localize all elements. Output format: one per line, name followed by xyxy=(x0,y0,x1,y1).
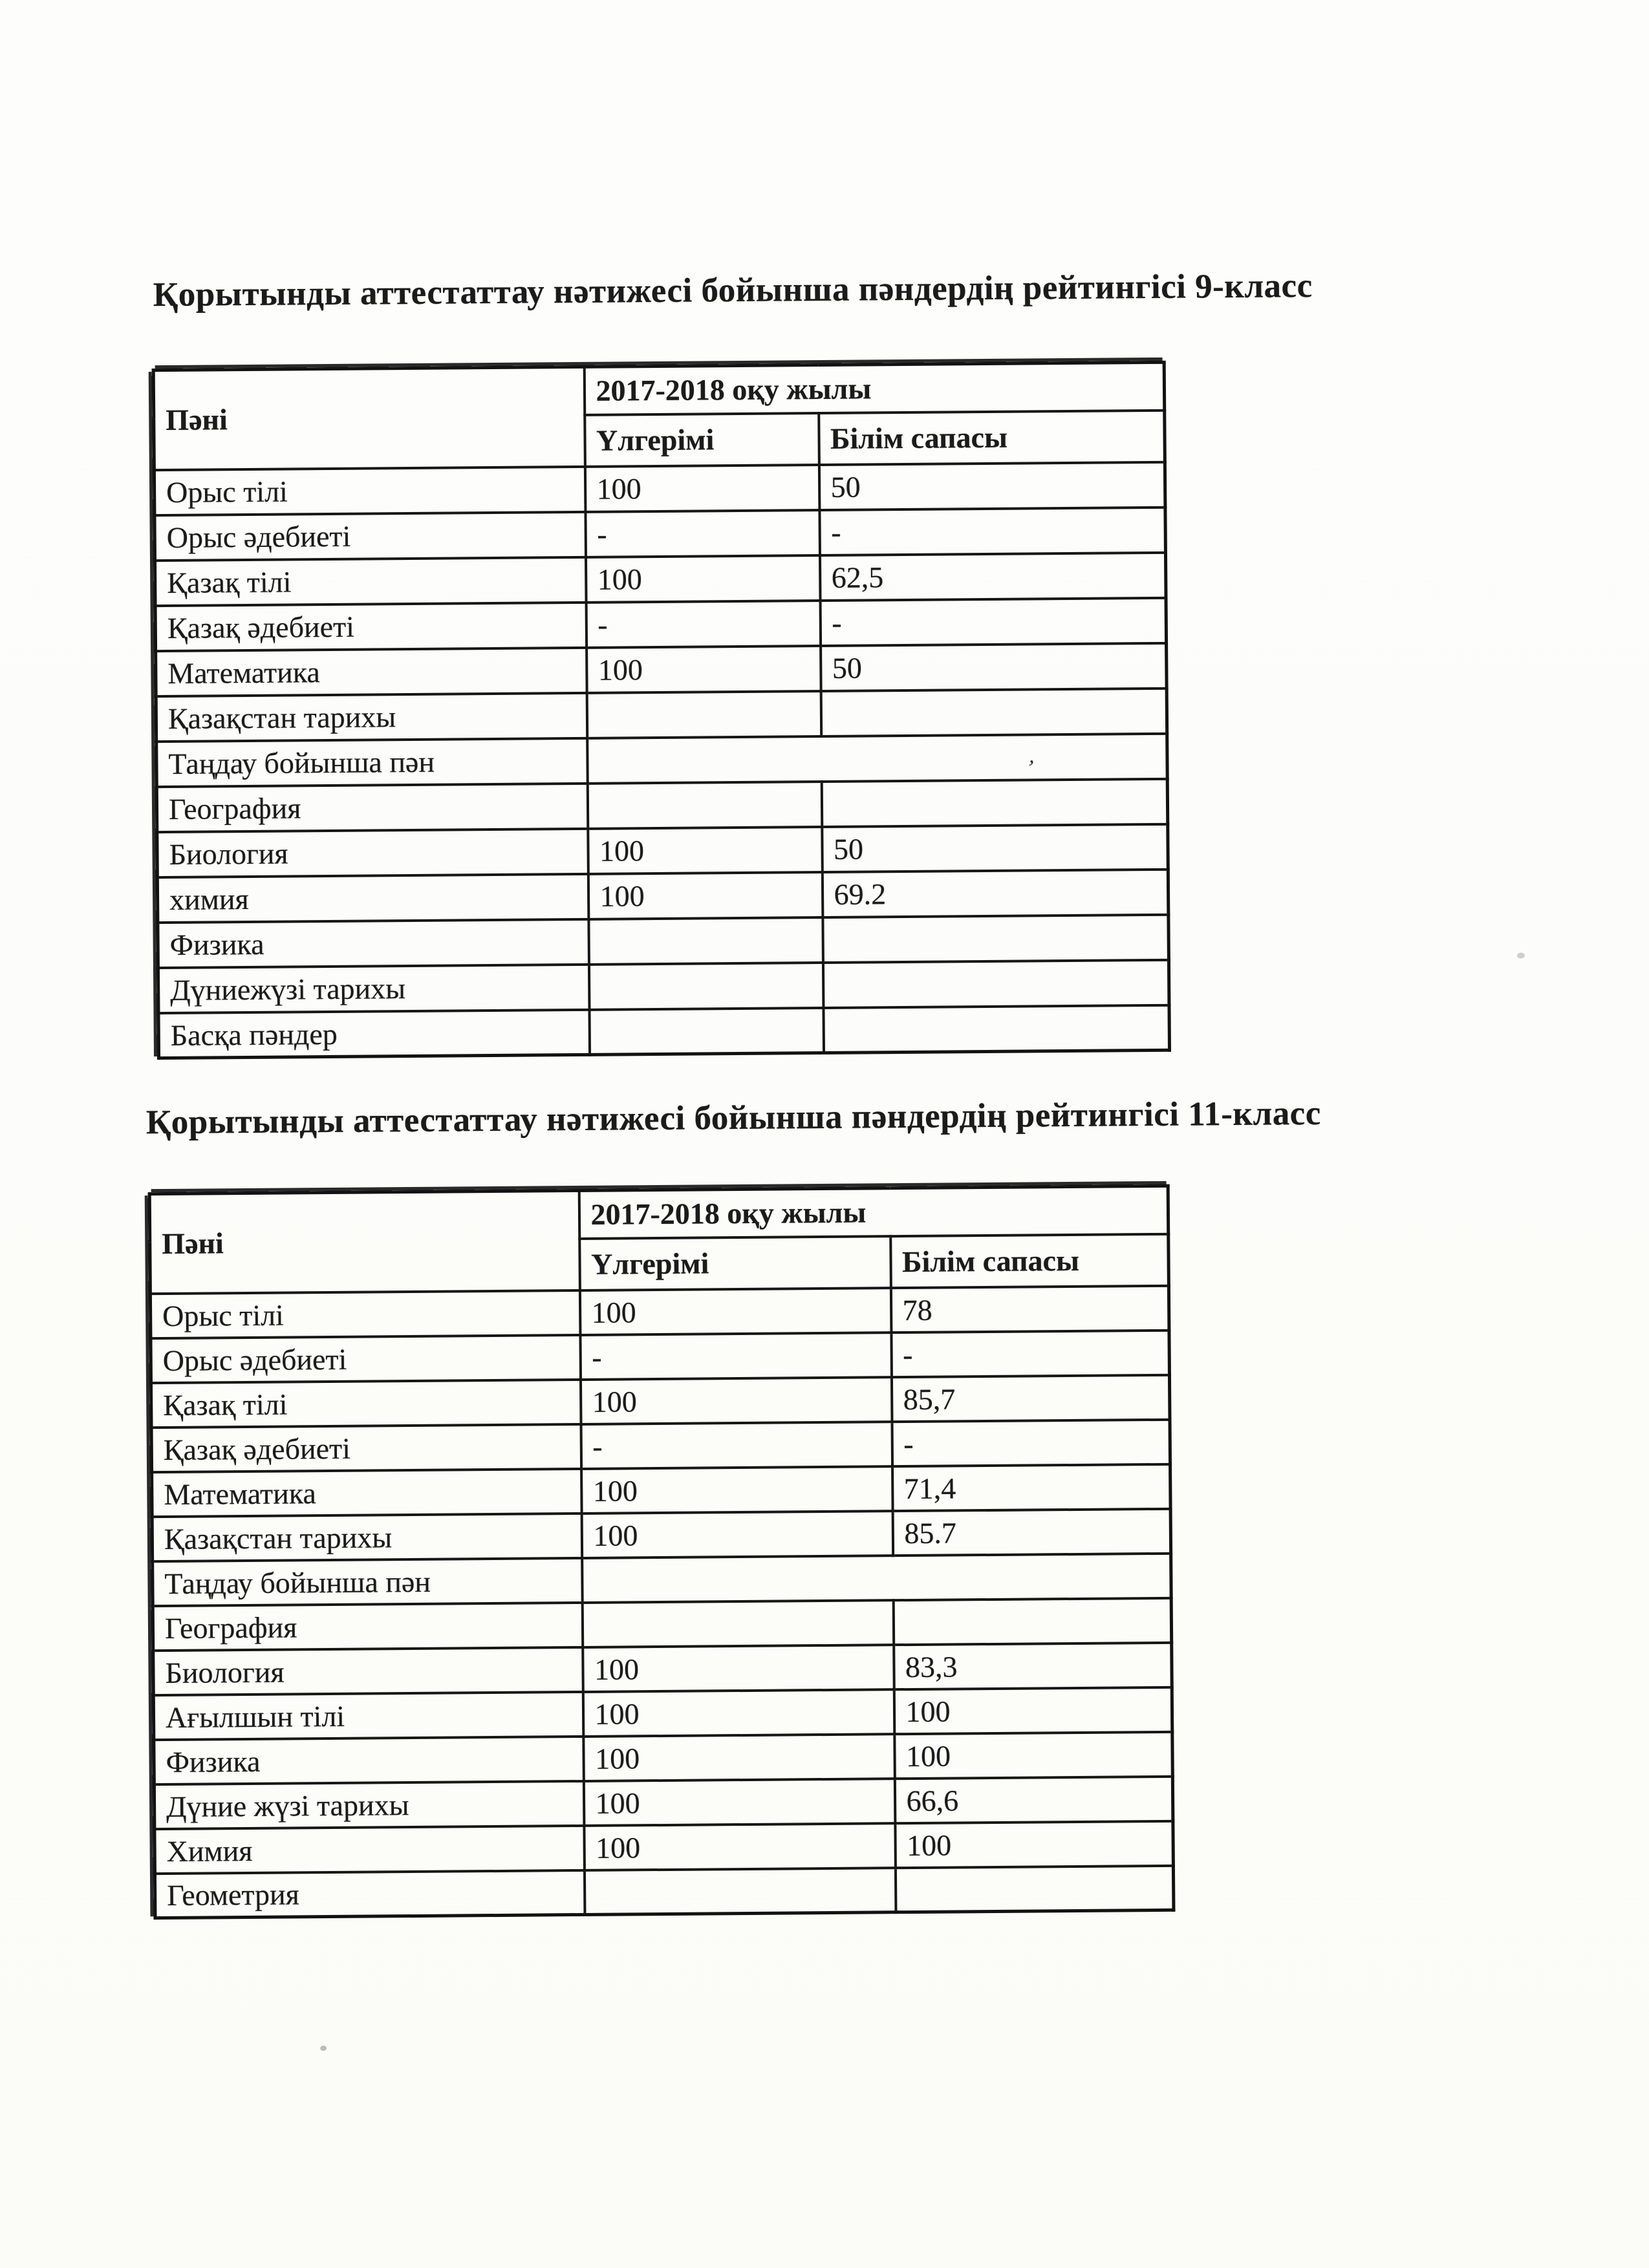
scan-artifact-tick: ’ xyxy=(1024,755,1037,781)
quality-cell: 100 xyxy=(894,1687,1172,1733)
table-row xyxy=(153,1553,1172,1605)
quality-cell: 78 xyxy=(890,1285,1169,1332)
subject-cell: Геометрия xyxy=(155,1870,585,1918)
table-row xyxy=(158,1005,1170,1058)
merged-value-cell xyxy=(582,1553,1172,1602)
quality-cell xyxy=(821,688,1167,736)
quality-cell xyxy=(823,914,1169,962)
table-row xyxy=(152,1464,1171,1516)
table-row xyxy=(154,1776,1173,1828)
subject-cell: Ағылшын тілі xyxy=(153,1691,583,1739)
performance-cell xyxy=(588,917,823,965)
table-row xyxy=(151,1375,1170,1427)
performance-cell: 100 xyxy=(585,465,819,512)
subject-cell: Биология xyxy=(157,828,588,877)
table-row xyxy=(154,1731,1173,1784)
column-header-subject: Пәні xyxy=(149,1190,579,1293)
subject-cell: Басқа пәндер xyxy=(158,1009,590,1058)
table-row xyxy=(150,1285,1169,1338)
header-row-year xyxy=(149,1186,1169,1241)
grade-9-table-body xyxy=(154,462,1169,1058)
subject-cell: Орыс тілі xyxy=(150,1290,580,1338)
table-row xyxy=(155,1821,1174,1873)
scan-speck xyxy=(1517,952,1525,958)
subject-cell: Қазақ әдебиеті xyxy=(155,602,587,650)
table-row xyxy=(153,1642,1172,1695)
quality-cell: 100 xyxy=(895,1821,1174,1867)
performance-cell: 100 xyxy=(579,1288,891,1335)
subject-cell: Химия xyxy=(155,1825,585,1873)
quality-cell: 62,5 xyxy=(819,552,1166,600)
subject-cell: Қазақ тілі xyxy=(151,1379,581,1427)
table-row xyxy=(153,1687,1172,1739)
table-row xyxy=(151,1330,1170,1382)
quality-cell: - xyxy=(819,507,1166,555)
quality-cell: - xyxy=(891,1330,1170,1376)
table-row xyxy=(158,914,1169,967)
quality-cell xyxy=(823,959,1169,1007)
subject-cell: Дүние жүзі тарихы xyxy=(154,1781,584,1828)
quality-cell: 100 xyxy=(894,1731,1173,1778)
quality-cell: 71,4 xyxy=(892,1464,1171,1510)
performance-cell: 100 xyxy=(581,1466,893,1514)
table-row xyxy=(156,688,1167,741)
merged-value-cell xyxy=(587,733,1168,783)
grade-11-rating-table xyxy=(148,1184,1176,1920)
performance-cell xyxy=(589,1008,824,1055)
performance-cell: 100 xyxy=(583,1645,894,1692)
table-row xyxy=(154,462,1165,515)
performance-cell xyxy=(588,963,823,1010)
performance-cell: 100 xyxy=(583,1734,895,1781)
subject-cell: Физика xyxy=(158,919,589,967)
quality-cell: 50 xyxy=(821,643,1167,690)
performance-cell xyxy=(582,1600,894,1647)
scan-speck xyxy=(320,2046,327,2051)
performance-cell: 100 xyxy=(583,1779,895,1826)
table-row xyxy=(155,552,1166,605)
quality-cell: 66,6 xyxy=(894,1776,1173,1823)
performance-cell: 100 xyxy=(587,646,821,693)
subject-cell: Қазақстан тарихы xyxy=(156,692,587,741)
subject-cell: География xyxy=(153,1602,583,1650)
table-row xyxy=(151,1419,1170,1471)
performance-cell: 100 xyxy=(588,827,823,874)
table-row xyxy=(153,1598,1172,1650)
quality-cell: 83,3 xyxy=(894,1642,1172,1689)
column-header-school-year: 2017-2018 оқу жылы xyxy=(579,1186,1169,1238)
column-header-performance: Үлгерімі xyxy=(585,413,819,467)
performance-cell: - xyxy=(580,1332,892,1380)
quality-cell: - xyxy=(892,1419,1170,1466)
subject-cell: Математика xyxy=(156,647,587,696)
table-row xyxy=(157,869,1169,922)
performance-cell: 100 xyxy=(588,872,823,919)
subject-cell: Дүниежүзі тарихы xyxy=(158,964,589,1012)
subject-cell: География xyxy=(156,783,588,831)
performance-cell: 100 xyxy=(583,1689,894,1737)
subject-cell: Қазақ әдебиеті xyxy=(151,1424,581,1471)
subject-cell: Математика xyxy=(152,1468,582,1516)
subject-cell: Қазақ тілі xyxy=(155,557,586,605)
column-header-school-year: 2017-2018 оқу жылы xyxy=(584,362,1165,414)
grade-11-table-body xyxy=(150,1285,1174,1918)
table-row xyxy=(157,824,1169,877)
quality-cell: 50 xyxy=(822,824,1169,872)
subject-cell: Орыс әдебиеті xyxy=(155,511,586,560)
performance-cell: 100 xyxy=(585,555,820,603)
performance-cell: - xyxy=(586,601,821,648)
subject-cell: Қазақстан тарихы xyxy=(152,1513,582,1561)
quality-cell xyxy=(823,1005,1170,1053)
subject-cell: Таңдау бойынша пән xyxy=(153,1557,583,1605)
quality-cell: 50 xyxy=(819,462,1165,509)
performance-cell: 100 xyxy=(584,1823,896,1870)
subject-cell: химия xyxy=(157,873,588,922)
grade-9-rating-table xyxy=(152,361,1171,1060)
table-row xyxy=(155,507,1166,560)
table-row xyxy=(156,643,1167,696)
subject-cell: Физика xyxy=(154,1736,584,1784)
quality-cell: 69.2 xyxy=(822,869,1169,917)
quality-cell xyxy=(821,778,1168,826)
column-header-performance: Үлгерімі xyxy=(579,1236,891,1290)
quality-cell xyxy=(893,1598,1172,1644)
performance-cell: 100 xyxy=(581,1511,893,1558)
quality-cell: 85,7 xyxy=(891,1375,1170,1421)
quality-cell: 85.7 xyxy=(892,1508,1171,1555)
performance-cell xyxy=(584,1868,896,1915)
grade-9-table-header xyxy=(153,362,1165,469)
section-11-title: Қорытынды аттестаттау нәтижесі бойынша пәндердің рейтингісі 11-класс xyxy=(146,1094,1321,1142)
performance-cell: 100 xyxy=(580,1377,892,1424)
table-row xyxy=(155,1865,1174,1918)
subject-cell: Биология xyxy=(153,1647,583,1695)
performance-cell xyxy=(587,691,821,738)
table-row xyxy=(158,959,1169,1012)
subject-cell: Орыс тілі xyxy=(154,466,585,515)
table-row xyxy=(152,1508,1171,1561)
column-header-subject: Пәні xyxy=(153,367,585,469)
grade-11-table-header xyxy=(149,1186,1169,1293)
performance-cell: - xyxy=(585,510,820,557)
quality-cell: - xyxy=(820,597,1167,645)
performance-cell xyxy=(587,782,822,829)
quality-cell xyxy=(895,1865,1174,1912)
table-row xyxy=(156,778,1168,831)
subject-cell: Орыс әдебиеті xyxy=(151,1334,581,1382)
table-row xyxy=(155,597,1167,650)
column-header-quality: Білім сапасы xyxy=(890,1234,1169,1287)
performance-cell: - xyxy=(581,1422,892,1469)
subject-cell: Таңдау бойынша пән xyxy=(156,738,588,786)
section-9-title: Қорытынды аттестаттау нәтижесі бойынша пәндердің рейтингісі 9-класс xyxy=(153,267,1313,314)
table-row xyxy=(156,733,1168,786)
header-row-year xyxy=(153,362,1165,418)
column-header-quality: Білім сапасы xyxy=(819,410,1165,464)
